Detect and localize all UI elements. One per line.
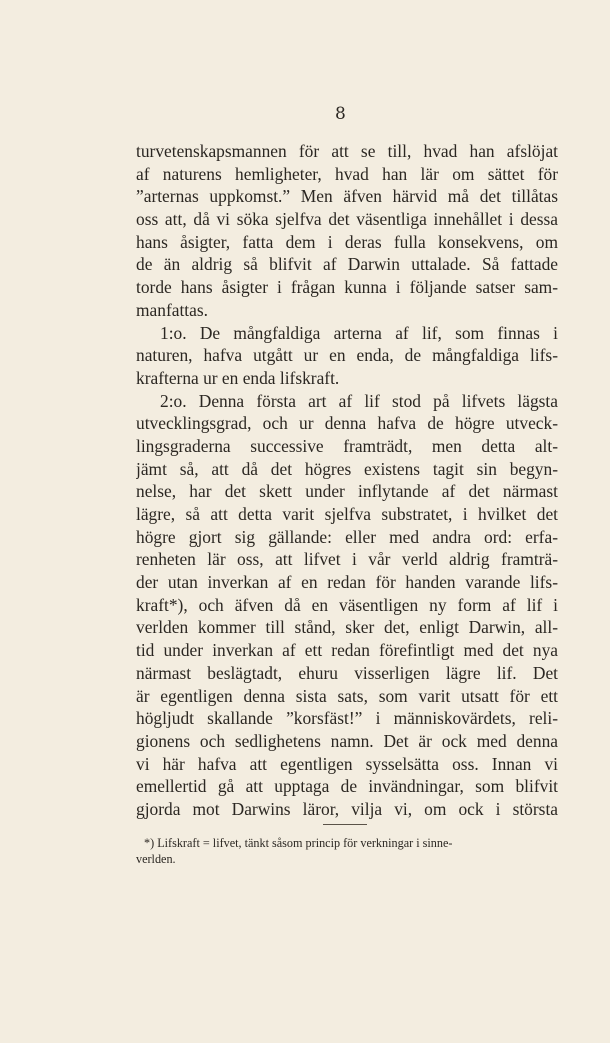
text-line: renheten lär oss, att lifvet i vår verld aldrig framträ- <box>136 549 558 570</box>
text-line: af naturens hemligheter, hvad han lär om sättet för <box>136 163 558 184</box>
text-line: gjorda mot Darwins läror, vilja vi, om ock i största <box>136 798 558 819</box>
text-line: torde hans åsigter i frågan kunna i följande satser sam- <box>136 277 558 298</box>
text-line: oss att, då vi söka sjelfva det väsentliga innehållet i dessa <box>136 209 558 230</box>
footnote-line: *) Lifskraft = lifvet, tänkt såsom princip för verkningar i sinne- <box>144 836 453 850</box>
text-line: ”arternas uppkomst.” Men äfven härvid må det tillåtas <box>136 186 558 207</box>
text-line: högljudt skallande ”korsfäst!” i människovärdets, reli- <box>136 708 558 729</box>
text-line: närmast beslägtadt, ehuru visserligen lägre lif. Det <box>136 662 558 683</box>
text-line: krafterna ur en enda lifskraft. <box>136 367 340 388</box>
page-number: 8 <box>335 104 346 124</box>
text-line: kraft*), och äfven då en väsentligen ny form af lif i <box>136 594 558 615</box>
footnote-line: verlden. <box>136 852 176 866</box>
text-line: lägre, så att detta varit sjelfva substratet, i hvilket det <box>136 504 558 524</box>
text-line: tid under inverkan af ett redan förefintligt med det nya <box>136 640 558 661</box>
footnote-divider <box>323 824 367 825</box>
text-line: högre gjort sig gällande: eller med andra ord: erfa- <box>136 526 558 547</box>
text-line: emellertid gå att upptaga de invändningar, som blifvit <box>136 776 558 797</box>
text-line: jämt så, att då det högres existens tagit sin begyn- <box>136 458 558 479</box>
text-line: nelse, har det skett under inflytande af det närmast <box>136 481 558 502</box>
text-line: 1:o. De mångfaldiga arterna af lif, som finnas i <box>160 322 558 343</box>
body-text <box>136 140 558 821</box>
text-line: är egentligen denna sista sats, som varit utsatt för ett <box>136 685 558 706</box>
text-line: utvecklingsgrad, och ur denna hafva de högre utveck- <box>136 413 558 434</box>
text-line: gionens och sedlighetens namn. Det är ock med denna <box>136 730 558 751</box>
text-line: hans åsigter, fatta dem i deras fulla konsekvens, om <box>136 231 558 252</box>
text-line: 2:o. Denna första art af lif stod på lifvets lägsta <box>160 390 558 411</box>
text-line: naturen, hafva utgått ur en enda, de mångfaldiga lifs- <box>136 345 558 366</box>
text-line: verlden kommer till stånd, sker det, enligt Darwin, all- <box>136 617 558 638</box>
text-line: lingsgraderna successive framträdt, men detta alt- <box>136 435 558 456</box>
text-line: vi här hafva att egentligen sysselsätta oss. Innan vi <box>136 753 558 774</box>
text-line: de än aldrig så blifvit af Darwin uttalade. Så fattade <box>136 254 558 275</box>
footnote <box>136 835 558 867</box>
text-line: der utan inverkan af en redan för handen varande lifs- <box>136 572 558 593</box>
text-line: manfattas. <box>136 299 208 320</box>
text-line: turvetenskapsmannen för att se till, hvad han afslöjat <box>136 141 558 161</box>
